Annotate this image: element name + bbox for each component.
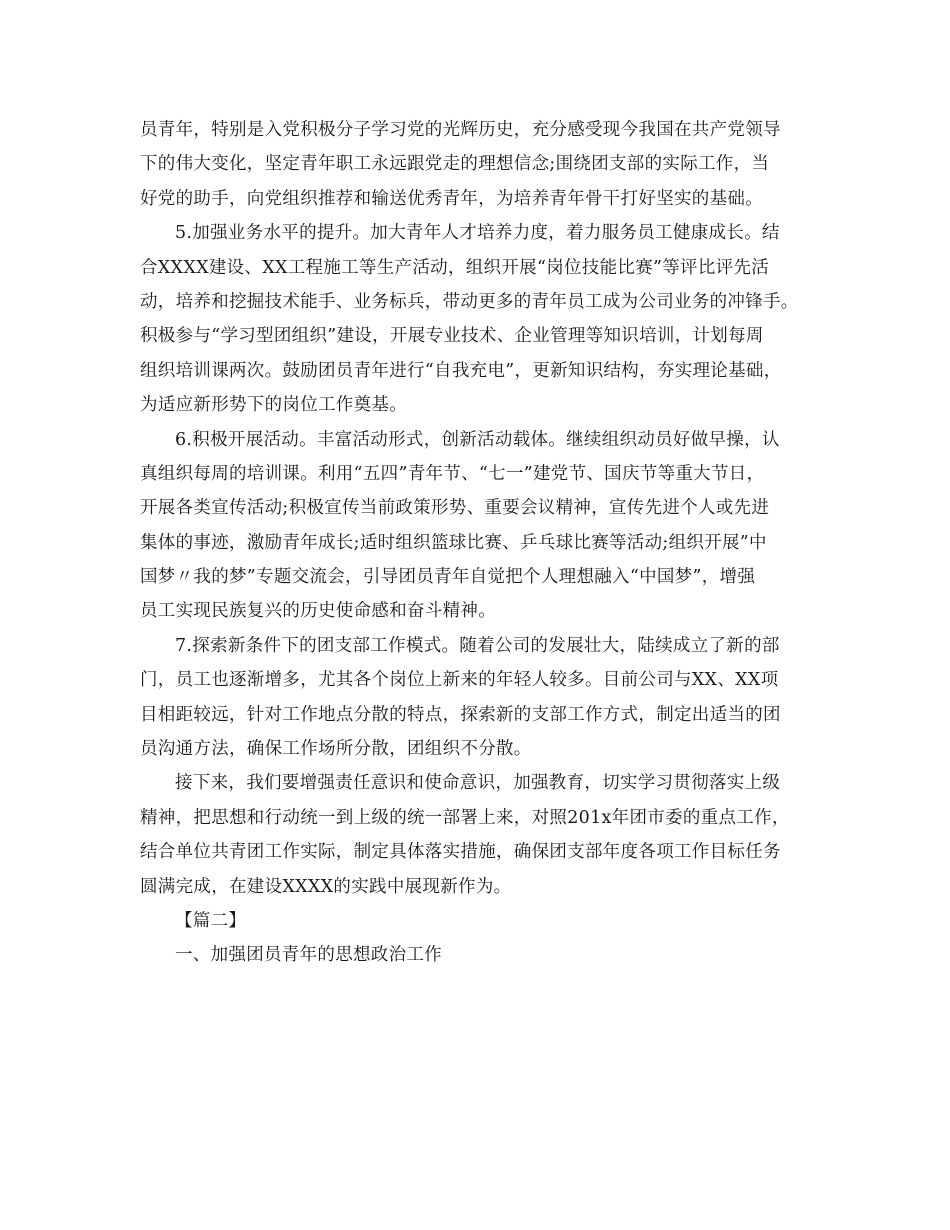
text-line: 门，员工也逐渐增多，尤其各个岗位上新来的年轻人较多。目前公司与XX、XX项 (140, 670, 779, 691)
text-line: 好党的助手，向党组织推荐和输送优秀青年，为培养青年骨干打好坚实的基础。 (140, 188, 763, 209)
paragraph-5-start: 5.加强业务水平的提升。加大青年人才培养力度，着力服务员工健康成长。结 (175, 223, 780, 244)
text-line: 动，培养和挖掘技术能手、业务标兵，带动更多的青年员工成为公司业务的冲锋手。 (140, 291, 799, 312)
text-line: 圆满完成，在建设XXXX的实践中展现新作为。 (140, 876, 512, 897)
paragraph-6-start: 6.积极开展活动。丰富活动形式，创新活动载体。继续组织动员好做早操，认 (175, 429, 780, 450)
text-line: 员青年，特别是入党积极分子学习党的光辉历史，充分感受现今我国在共产党领导 (140, 120, 781, 140)
text-line: 组织培训课两次。鼓励团员青年进行“自我充电”，更新知识结构，夯实理论基础， (140, 360, 782, 381)
text-line: 结合单位共青团工作实际，制定具体落实措施，确保团支部年度各项工作目标任务 (140, 842, 781, 863)
text-line: 精神，把思想和行动统一到上级的统一部署上来，对照201x年团市委的重点工作， (140, 807, 790, 828)
paragraph-7-start: 7.探索新条件下的团支部工作模式。随着公司的发展壮大，陆续成立了新的部 (175, 635, 780, 656)
text-line: 员沟通方法，确保工作场所分散，团组织不分散。 (140, 739, 532, 760)
text-line: 目相距较远，针对工作地点分散的特点，探索新的支部工作方式，制定出适当的团 (140, 704, 781, 725)
text-line: 下的伟大变化，坚定青年职工永远跟党走的理想信念;围绕团支部的实际工作，当 (140, 154, 770, 175)
conclusion-paragraph-start: 接下来，我们要增强责任意识和使命意识，加强教育，切实学习贯彻落实上级 (175, 773, 781, 794)
document-body (140, 113, 830, 973)
text-line: 积极参与“学习型团组织”建设，开展专业技术、企业管理等知识培训，计划每周 (140, 326, 764, 347)
text-line: 国梦〃我的梦”专题交流会，引导团员青年自觉把个人理想融入“中国梦”，增强 (140, 567, 756, 588)
text-line: 开展各类宣传活动;积极宣传当前政策形势、重要会议精神，宣传先进个人或先进 (140, 498, 770, 519)
text-line: 为适应新形势下的岗位工作奠基。 (140, 395, 407, 416)
text-line: 员工实现民族复兴的历史使命感和奋斗精神。 (140, 601, 496, 622)
text-line: 合XXXX建设、XX工程施工等生产活动，组织开展“岗位技能比赛”等评比评先活 (140, 257, 770, 278)
text-line: 真组织每周的培训课。利用“五四”青年节、“七一”建党节、国庆节等重大节日， (140, 463, 765, 484)
text-line: 集体的事迹，激励青年成长;适时组织篮球比赛、乒乓球比赛等活动;组织开展”中 (140, 532, 767, 553)
section-marker: 【篇二】 (175, 910, 247, 931)
section-heading: 一、加强团员青年的思想政治工作 (175, 945, 442, 966)
